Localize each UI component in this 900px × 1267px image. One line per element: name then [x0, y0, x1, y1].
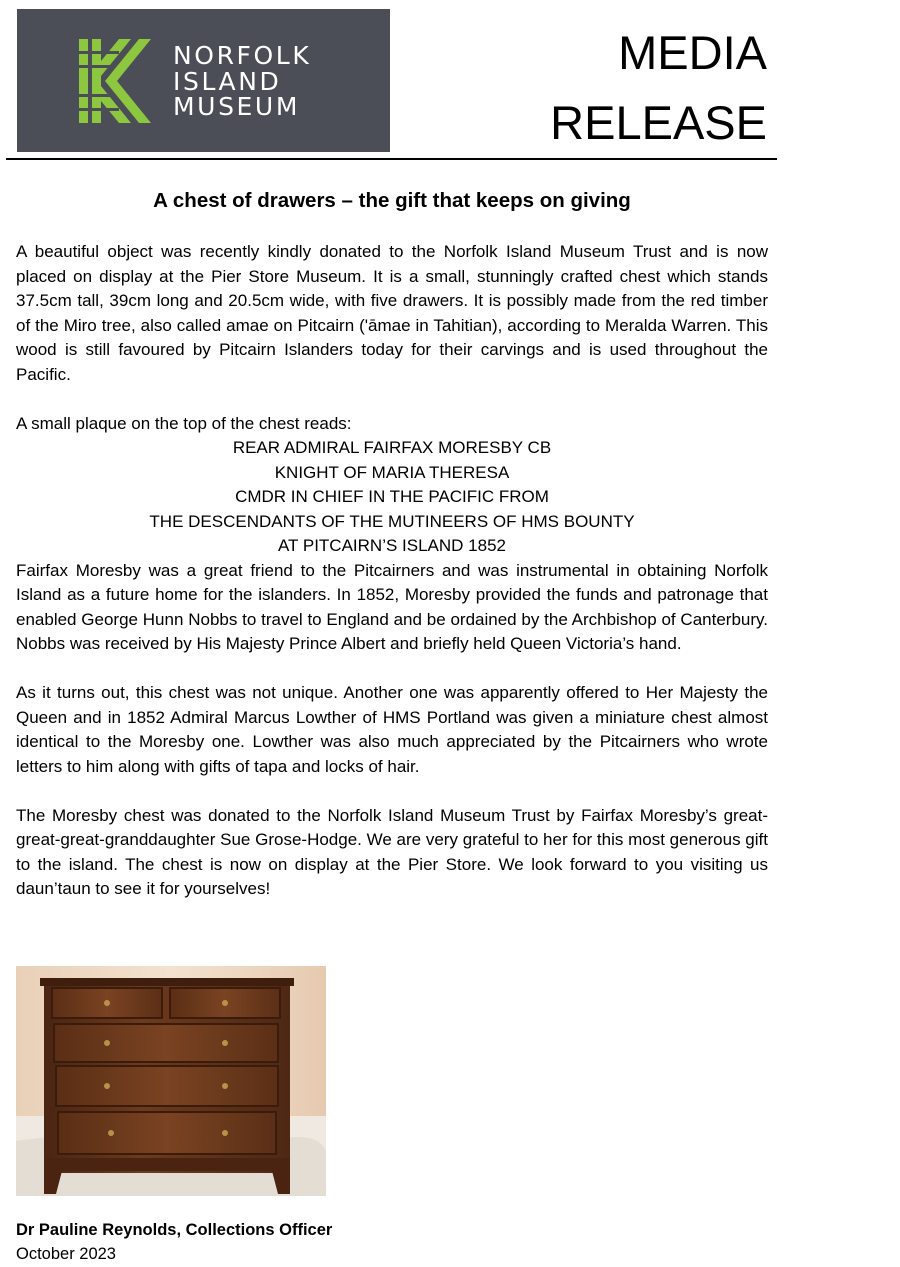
museum-logo	[17, 9, 390, 152]
chest-of-drawers-photo	[16, 966, 326, 1196]
paragraph-2: Fairfax Moresby was a great friend to the Pitcairners and was instrumental in obtaining Norfolk Island as a future home for the islanders. In 1852, Moresby provided the funds and patronage that enabled George Hunn Nobbs to travel to England and be ordained by the Archbishop of Canterbury. Nobbs was received by His Majesty Prince Albert and briefly held Queen Victoria’s hand.	[16, 560, 768, 653]
article-headline: A chest of drawers – the gift that keeps on giving	[153, 189, 631, 212]
plaque-line: KNIGHT OF MARIA THERESA	[274, 462, 510, 482]
signature-block	[16, 1218, 332, 1266]
author-name: Dr Pauline Reynolds, Collections Officer	[16, 1221, 333, 1239]
plaque-line: AT PITCAIRN’S ISLAND 1852	[277, 536, 506, 555]
plaque-line: CMDR IN CHIEF IN THE PACIFIC FROM	[235, 487, 549, 506]
plaque-inscription	[16, 436, 768, 559]
museum-logo-wordmark	[173, 43, 311, 120]
logo-line-3: MUSEUM	[173, 92, 301, 121]
museum-logo-mark-icon	[79, 39, 151, 123]
media-heading-line-2: RELEASE	[550, 96, 767, 149]
plaque-line: REAR ADMIRAL FAIRFAX MORESBY CB	[232, 438, 552, 457]
paragraph-3: As it turns out, this chest was not unique. Another one was apparently offered to Her Majesty the Queen and in 1852 Admiral Marcus Lowther of HMS Portland was given a miniature chest almost identical to the Moresby one. Lowther was also much appreciated by the Pitcairners who wrote letters to him along with gifts of tapa and locks of hair.	[16, 683, 768, 776]
paragraph-spacer	[16, 779, 768, 804]
logo-line-1: NORFOLK	[173, 41, 312, 70]
header-divider	[6, 158, 777, 160]
logo-line-2: ISLAND	[173, 66, 282, 96]
paragraph-1: A beautiful object was recently kindly donated to the Norfolk Island Museum Trust and is now placed on display at the Pier Store Museum. It is a small, stunningly crafted chest which stands 37.5cm tall, 39cm long and 20.5cm wide, with five drawers. It is possibly made from the red timber of the Miro tree, also called amae on Pitcairn ('āmae in Tahitian), according to Meralda Warren. This wood is still favoured by Pitcairn Islanders today for their carvings and is used throughout the Pacific.	[16, 242, 768, 384]
article-body	[16, 240, 768, 902]
paragraph-4: The Moresby chest was donated to the Norfolk Island Museum Trust by Fairfax Moresby’s great-great-great-granddaughter Sue Grose-Hodge. We are very grateful to her for this most generous gift to the island. The chest is now on display at the Pier Store. We look forward to you visiting us daun’taun to see it for yourselves!	[16, 805, 768, 898]
release-date: October 2023	[16, 1245, 116, 1263]
media-heading-line-1: MEDIA	[618, 26, 767, 79]
plaque-intro: A small plaque on the top of the chest reads:	[16, 413, 352, 433]
media-release-heading	[550, 18, 767, 158]
plaque-line: THE DESCENDANTS OF THE MUTINEERS OF HMS BOUNTY	[149, 511, 635, 531]
paragraph-spacer	[16, 657, 768, 682]
paragraph-spacer	[16, 387, 768, 412]
